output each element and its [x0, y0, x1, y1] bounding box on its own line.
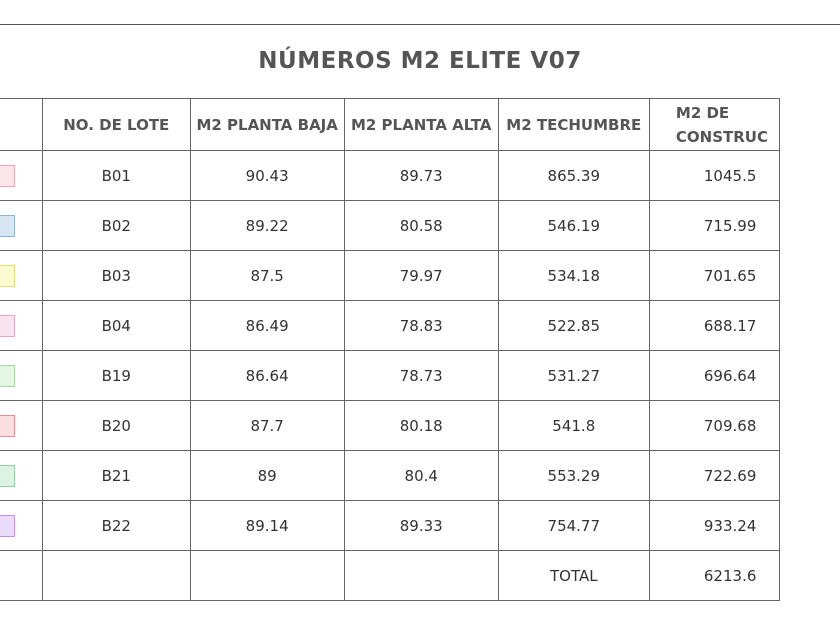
cell-planta-baja: 86.49	[190, 301, 344, 351]
cell-planta-alta: 79.97	[344, 251, 498, 301]
table-header-row	[0, 99, 780, 151]
header-construccion-line1: M2 DE	[675, 103, 730, 122]
top-border-line	[0, 24, 840, 25]
header-planta-alta: M2 PLANTA ALTA	[344, 99, 498, 151]
cell-construccion: 709.68	[649, 401, 779, 451]
swatch-cell	[0, 301, 43, 351]
cell-construccion: 1045.5	[649, 151, 779, 201]
cell-lote: B01	[43, 151, 190, 201]
cell-techumbre: 534.18	[498, 251, 649, 301]
color-swatch	[0, 215, 15, 237]
swatch-cell	[0, 201, 43, 251]
color-swatch	[0, 315, 15, 337]
empty-cell	[344, 551, 498, 601]
table-row	[0, 351, 780, 401]
header-techumbre: M2 TECHUMBRE	[498, 99, 649, 151]
header-construccion-line2: CONSTRUC	[675, 127, 768, 146]
color-swatch	[0, 365, 15, 387]
header-lote: NO. DE LOTE	[43, 99, 190, 151]
color-swatch	[0, 165, 15, 187]
cell-lote: B20	[43, 401, 190, 451]
cell-techumbre: 553.29	[498, 451, 649, 501]
empty-cell	[43, 551, 190, 601]
table-row	[0, 301, 780, 351]
cell-techumbre: 541.8	[498, 401, 649, 451]
total-value: 6213.6	[649, 551, 779, 601]
cell-planta-alta: 80.4	[344, 451, 498, 501]
header-construccion	[649, 99, 779, 151]
cell-planta-alta: 78.83	[344, 301, 498, 351]
cell-construccion: 696.64	[649, 351, 779, 401]
cell-techumbre: 531.27	[498, 351, 649, 401]
cell-planta-baja: 87.7	[190, 401, 344, 451]
cell-lote: B02	[43, 201, 190, 251]
color-swatch	[0, 465, 15, 487]
swatch-cell	[0, 451, 43, 501]
cell-planta-baja: 89	[190, 451, 344, 501]
cell-planta-alta: 80.58	[344, 201, 498, 251]
swatch-cell	[0, 351, 43, 401]
cell-planta-baja: 87.5	[190, 251, 344, 301]
cell-lote: B03	[43, 251, 190, 301]
color-swatch	[0, 515, 15, 537]
cell-planta-baja: 86.64	[190, 351, 344, 401]
cell-construccion: 688.17	[649, 301, 779, 351]
cell-planta-alta: 89.33	[344, 501, 498, 551]
header-planta-baja: M2 PLANTA BAJA	[190, 99, 344, 151]
cell-construccion: 933.24	[649, 501, 779, 551]
cell-techumbre: 522.85	[498, 301, 649, 351]
table-row	[0, 201, 780, 251]
cell-planta-alta: 80.18	[344, 401, 498, 451]
cell-construccion: 715.99	[649, 201, 779, 251]
table-row	[0, 151, 780, 201]
cell-lote: B22	[43, 501, 190, 551]
cell-techumbre: 754.77	[498, 501, 649, 551]
header-simbologia	[0, 99, 43, 151]
cell-planta-alta: 78.73	[344, 351, 498, 401]
total-label: TOTAL	[498, 551, 649, 601]
color-swatch	[0, 265, 15, 287]
swatch-cell	[0, 401, 43, 451]
cell-planta-baja: 89.14	[190, 501, 344, 551]
table-row	[0, 501, 780, 551]
cell-planta-alta: 89.73	[344, 151, 498, 201]
page-title: NÚMEROS M2 ELITE V07	[258, 48, 582, 74]
cell-techumbre: 546.19	[498, 201, 649, 251]
swatch-cell	[0, 151, 43, 201]
empty-cell	[0, 551, 43, 601]
cell-construccion: 722.69	[649, 451, 779, 501]
cell-planta-baja: 89.22	[190, 201, 344, 251]
table-row	[0, 451, 780, 501]
table-row	[0, 401, 780, 451]
color-swatch	[0, 415, 15, 437]
empty-cell	[190, 551, 344, 601]
cell-lote: B04	[43, 301, 190, 351]
total-row	[0, 551, 780, 601]
cell-planta-baja: 90.43	[190, 151, 344, 201]
table-row	[0, 251, 780, 301]
cell-lote: B19	[43, 351, 190, 401]
cell-construccion: 701.65	[649, 251, 779, 301]
swatch-cell	[0, 251, 43, 301]
cell-techumbre: 865.39	[498, 151, 649, 201]
swatch-cell	[0, 501, 43, 551]
cell-lote: B21	[43, 451, 190, 501]
areas-table	[0, 98, 780, 601]
